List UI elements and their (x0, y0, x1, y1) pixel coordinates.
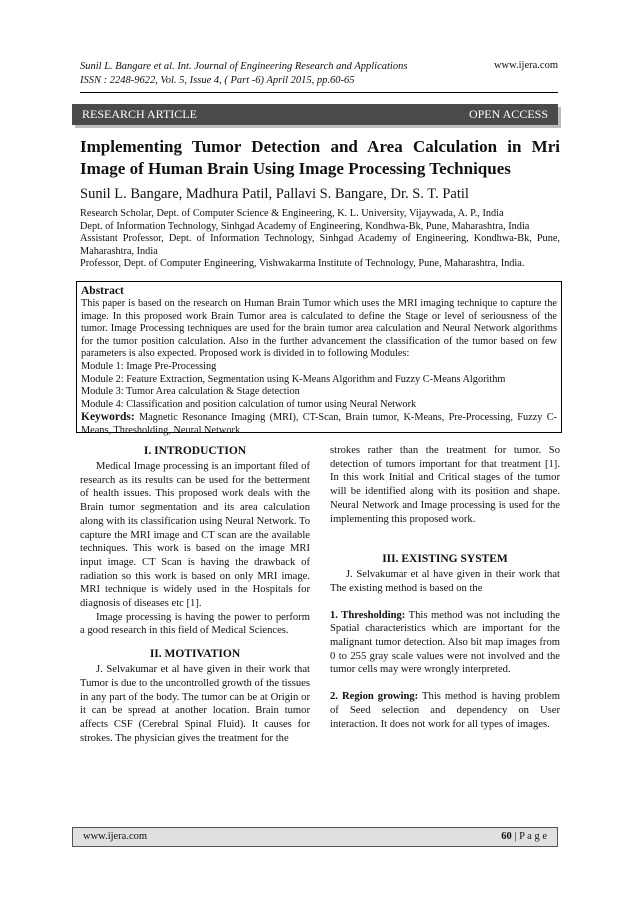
footer-page-number (501, 828, 547, 846)
existing-paragraph-1: J. Selvakumar et al have given in their work that The existing method is based on the (330, 569, 560, 594)
author-list: Sunil L. Bangare, Madhura Patil, Pallavi S. Bangare, Dr. S. T. Patil (80, 186, 469, 202)
abstract-module: Module 1: Image Pre-Processing (81, 360, 217, 372)
affiliation: Dept. of Information Technology, Sinhgad Academy of Engineering, Kondhwa-Bk, Pune, Maharashtra, India (80, 220, 530, 232)
affiliation: Assistant Professor, Dept. of Information Technology, Sinhgad Academy of Engineering, Kondhwa-Bk, Pune, Maharashtra, India (80, 233, 560, 257)
motivation-paragraph-1: J. Selvakumar et al have given in their work that Tumor is due to the uncontrolled growth of the tissues in any part of the body. The tumor can be at Origin or it can be spread at another location. Brain tumor affects CSF (Cerebral Spinal Fluid). It causes for strokes. The physician gives the treatment for the (80, 664, 310, 744)
existing-item-region-growing (330, 690, 560, 731)
paper-title: Implementing Tumor Detection and Area Calculation in Mri Image of Human Brain Using Image Processing Techniques (80, 137, 560, 178)
existing-item-thresholding (330, 609, 560, 678)
keywords (81, 411, 557, 437)
banner-open-access: OPEN ACCESS (468, 107, 548, 121)
section-heading-existing-system: III. EXISTING SYSTEM (382, 553, 508, 566)
left-column (80, 444, 310, 745)
citation-line-2: ISSN : 2248-9622, Vol. 5, Issue 4, ( Part -6) April 2015, pp.60-65 (80, 75, 355, 86)
region-growing-text: This method is having problem of Seed selection and dependency on User interaction. It does not work for all types of images. (330, 691, 560, 730)
keywords-label: Keywords: (81, 411, 135, 424)
motivation-paragraph-continued: strokes rather than the treatment for tumor. So detection of tumors important for that treatment [1]. In this work Initial and Critical stages of the tumor will be identified along with its position and shape. Neural Network and Image processing is used for the implementing this proposed work. (330, 445, 560, 525)
abstract-box (76, 281, 562, 436)
intro-paragraph-2: Image processing is having the power to perform a good research in this field of Medical Sciences. (80, 611, 310, 637)
article-type-banner (72, 104, 558, 125)
affiliation: Research Scholar, Dept. of Computer Science & Engineering, K. L. University, Vijaywada, A. P., India (80, 208, 504, 219)
page-footer (72, 827, 558, 847)
citation-line-1: Sunil L. Bangare et al. Int. Journal of Engineering Research and Applications (80, 61, 408, 72)
thresholding-text: This method was not including the Spatial characteristics which are important for the malignant tumor detection. Also bit map images from 0 to 255 gray scale values were not involved and the tumor cells may were wrongly interpreted. (330, 609, 560, 676)
running-header-site[interactable]: www.ijera.com (493, 60, 558, 71)
thresholding-label: 1. Thresholding: (330, 609, 406, 621)
abstract-module: Module 3: Tumor Area calculation & Stage detection (81, 386, 300, 398)
region-growing-label: 2. Region growing: (330, 691, 419, 703)
intro-paragraph-1: Medical Image processing is an important filed of research as its results can be used for the betterment of health issues. This proposed work deals with the Brain tumor segmentation and its area calculation along with its classification using Neural Network. To capture the MRI image and CT scan are the available techniques. This work is based on the image MRI input image. CT Scan is having the drawback of radiation so this work is based on only MRI image. MRI technique is widely used in the Hospitals for diagnosis of diseases etc [1]. (80, 461, 310, 610)
page-number: 60 (501, 831, 512, 842)
section-heading-introduction: I. INTRODUCTION (143, 445, 247, 457)
page-label: | P a g e (511, 831, 547, 842)
abstract-text: This paper is based on the research on Human Brain Tumor which uses the MRI imaging technique to capture the image. In this proposed work Brain Tumor area is calculated to define the Stage or level of seriousness of the tumor. Image Processing techniques are used for the brain tumor area calculation and Neural Network algorithms for the tumor position calculation. Also in the further advancement the classification of the tumor based on few parameters is also expected. Proposed work is divided in to following Modules: (81, 298, 557, 360)
abstract-heading: Abstract (81, 285, 124, 297)
footer-site[interactable]: www.ijera.com (83, 831, 148, 842)
header-divider (80, 92, 558, 93)
right-column (330, 444, 560, 731)
abstract-module: Module 4: Classification and position calculation of tumor using Neural Network (81, 398, 417, 410)
abstract-module: Module 2: Feature Extraction, Segmentation using K-Means Algorithm and Fuzzy C-Means Algorithm (81, 373, 506, 385)
section-heading-motivation: II. MOTIVATION (149, 648, 241, 661)
running-header-citation (80, 60, 407, 88)
keywords-text: Magnetic Resonance Imaging (MRI), CT-Scan, Brain tumor, K-Means, Pre-Processing, Fuzzy C-Means, Thresholding, Neural Network (81, 412, 557, 436)
affiliations (80, 208, 560, 271)
banner-research-article: RESEARCH ARTICLE (82, 107, 197, 121)
affiliation: Professor, Dept. of Computer Engineering, Vishwakarma Institute of Technology, Pune, Maharashtra, India. (80, 258, 525, 270)
